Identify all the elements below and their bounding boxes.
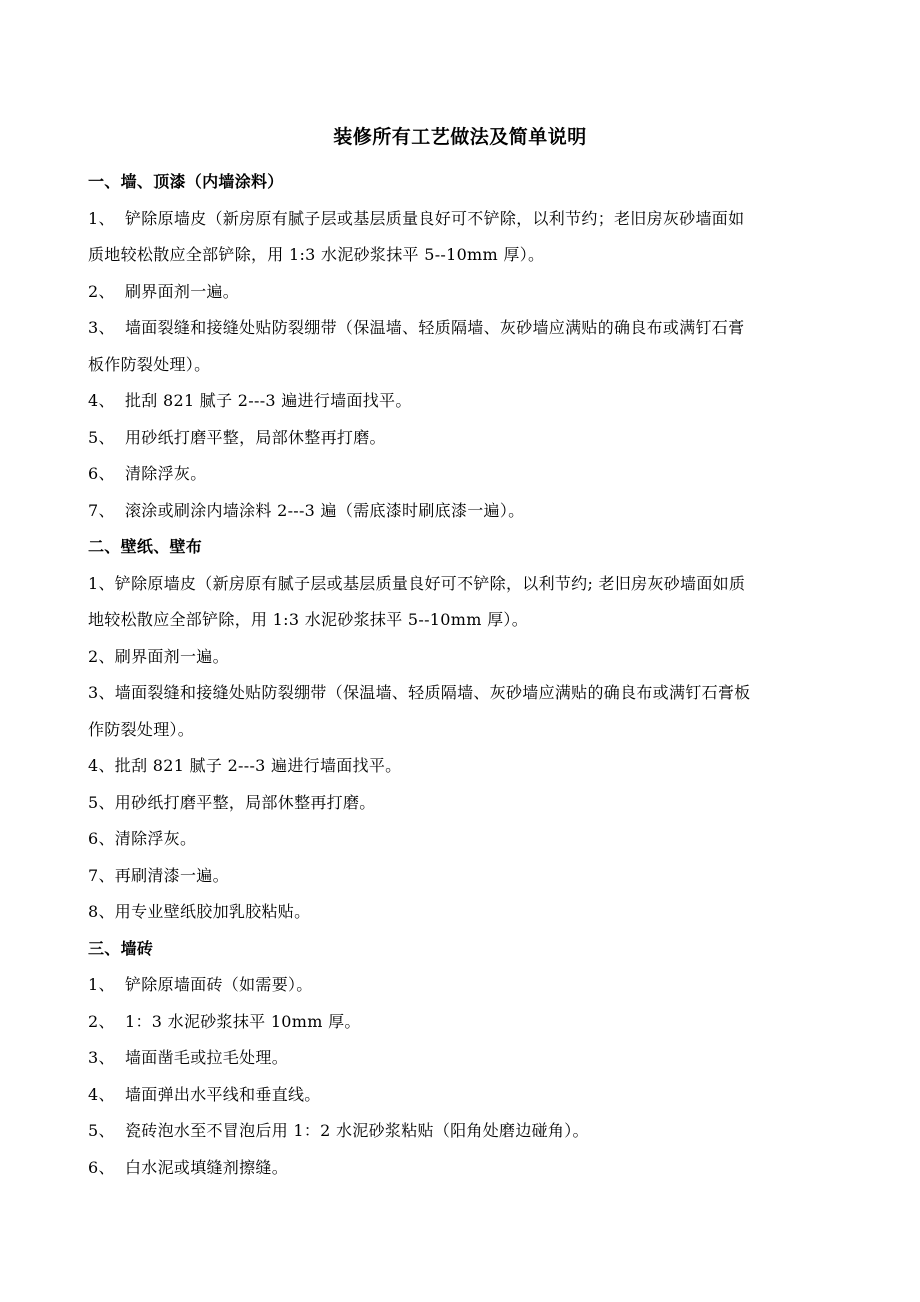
item-text: 用专业壁纸胶加乳胶粘贴。 <box>114 902 311 921</box>
item-number: 2、 <box>88 646 115 666</box>
list-item <box>88 420 848 457</box>
section-heading: 三、墙砖 <box>88 938 154 958</box>
item-number: 3、 <box>88 683 115 702</box>
list-item <box>88 821 848 858</box>
item-number: 5、 <box>88 427 115 447</box>
section-heading: 一、墙、顶漆（内墙涂料） <box>88 172 284 191</box>
list-item <box>88 1077 848 1114</box>
item-number: 1、 <box>88 573 115 593</box>
item-text: 白水泥或填缝剂擦缝。 <box>125 1157 289 1177</box>
item-number: 5、 <box>88 1121 115 1140</box>
list-item <box>88 858 848 895</box>
item-number: 7、 <box>88 865 115 885</box>
item-text: 刷界面剂一遍。 <box>114 646 229 666</box>
item-number: 1、 <box>88 975 115 994</box>
list-item <box>88 675 848 712</box>
item-continuation: 质地较松散应全部铲除，用 1:3 水泥砂浆抹平 5--10mm 厚）。 <box>88 245 545 264</box>
list-item <box>88 1040 848 1077</box>
list-item <box>88 894 848 931</box>
section-heading: 二、壁纸、壁布 <box>88 537 203 556</box>
item-number: 4、 <box>88 1084 115 1104</box>
item-text: 用砂纸打磨平整，局部休整再打磨。 <box>125 427 386 447</box>
item-number: 8、 <box>88 902 115 921</box>
item-continuation: 板作防裂处理）。 <box>88 354 211 374</box>
document-body <box>88 164 848 1186</box>
item-number: 4、 <box>88 756 115 775</box>
item-continuation: 地较松散应全部铲除，用 1:3 水泥砂浆抹平 5--10mm 厚）。 <box>88 610 528 629</box>
list-item <box>88 201 848 238</box>
item-text: 清除浮灰。 <box>114 829 197 848</box>
list-item <box>88 967 848 1004</box>
list-item <box>88 785 848 822</box>
item-text: 铲除原墙面砖（如需要）。 <box>125 975 313 994</box>
list-item <box>88 456 848 493</box>
item-text: 批刮 821 腻子 2---3 遍进行墙面找平。 <box>125 391 412 410</box>
item-number: 2、 <box>88 281 115 301</box>
list-item <box>88 1150 848 1187</box>
item-text: 铲除原墙皮（新房原有腻子层或基层质量良好可不铲除，以利节约; 老旧房灰砂墙面如质 <box>114 573 746 593</box>
item-text: 瓷砖泡水至不冒泡后用 1：2 水泥砂浆粘贴（阳角处磨边碰角）。 <box>125 1121 589 1140</box>
list-item <box>88 493 848 530</box>
item-number: 3、 <box>88 1048 115 1067</box>
item-text: 用砂纸打磨平整，局部休整再打磨。 <box>114 792 376 812</box>
item-text: 1：3 水泥砂浆抹平 10mm 厚。 <box>125 1011 361 1031</box>
item-text: 批刮 821 腻子 2---3 遍进行墙面找平。 <box>114 756 402 775</box>
item-text: 墙面裂缝和接缝处贴防裂绷带（保温墙、轻质隔墙、灰砂墙应满贴的确良布或满钉石膏板 <box>114 683 751 702</box>
item-number: 7、 <box>88 500 115 520</box>
item-number: 6、 <box>88 464 115 483</box>
list-item <box>88 639 848 676</box>
page-title: 装修所有工艺做法及简单说明 <box>333 126 587 148</box>
list-item <box>88 310 848 347</box>
list-item <box>88 383 848 420</box>
item-text: 墙面凿毛或拉毛处理。 <box>125 1048 289 1067</box>
item-text: 铲除原墙皮（新房原有腻子层或基层质量良好可不铲除，以利节约；老旧房灰砂墙面如 <box>125 208 745 228</box>
list-item <box>88 274 848 311</box>
list-item <box>88 1004 848 1041</box>
item-number: 1、 <box>88 208 115 228</box>
item-text: 滚涂或刷涂内墙涂料 2---3 遍（需底漆时刷底漆一遍）。 <box>125 500 525 520</box>
item-text: 墙面裂缝和接缝处贴防裂绷带（保温墙、轻质隔墙、灰砂墙应满贴的确良布或满钉石膏 <box>125 318 745 337</box>
item-number: 6、 <box>88 1157 115 1177</box>
item-text: 墙面弹出水平线和垂直线。 <box>125 1084 321 1104</box>
list-item <box>88 748 848 785</box>
list-item <box>88 566 848 603</box>
item-number: 2、 <box>88 1011 115 1031</box>
item-number: 3、 <box>88 318 115 337</box>
item-number: 6、 <box>88 829 115 848</box>
item-continuation: 作防裂处理）。 <box>88 719 195 739</box>
item-text: 刷界面剂一遍。 <box>125 281 240 301</box>
item-text: 清除浮灰。 <box>125 464 207 483</box>
item-text: 再刷清漆一遍。 <box>114 865 229 885</box>
item-number: 5、 <box>88 792 115 812</box>
list-item <box>88 1113 848 1150</box>
item-number: 4、 <box>88 391 115 410</box>
